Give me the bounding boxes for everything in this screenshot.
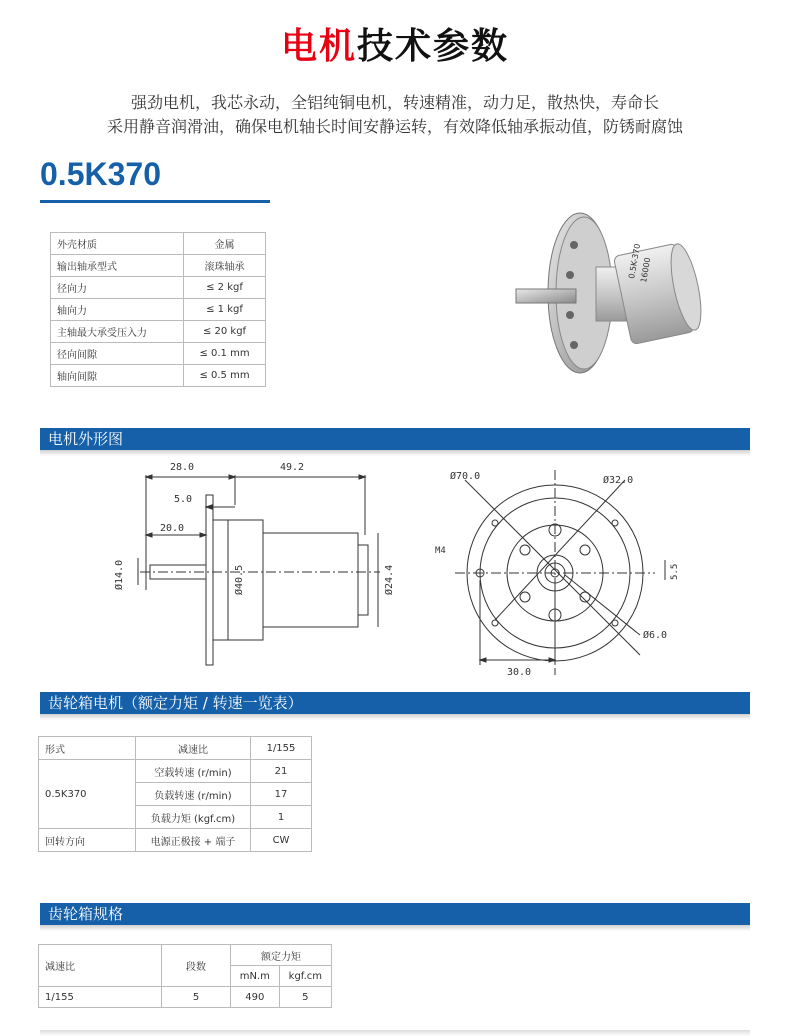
gb-unit-kgf: kgf.cm bbox=[279, 966, 331, 987]
row-value: 21 bbox=[251, 760, 312, 783]
table-row bbox=[39, 829, 312, 852]
gb-torque-mn: 490 bbox=[231, 987, 280, 1008]
motor-label-1: 0.5K-370 bbox=[627, 243, 643, 280]
section-shadow bbox=[40, 714, 750, 720]
table-row bbox=[51, 233, 266, 255]
section-header-outline: 电机外形图 bbox=[40, 428, 750, 450]
spec-value: ≤ 2 kgf bbox=[184, 277, 266, 299]
section-header-gearbox: 齿轮箱规格 bbox=[40, 903, 750, 925]
ratio-label: 减速比 bbox=[136, 737, 251, 760]
intro-line-2: 采用静音润滑油，确保电机轴长时间安静运转，有效降低轴承振动值，防锈耐腐蚀 bbox=[106, 117, 683, 136]
motor-product-image bbox=[500, 205, 710, 385]
table-row bbox=[51, 299, 266, 321]
gear-motor-table bbox=[38, 736, 312, 852]
gb-torque-kgf: 5 bbox=[279, 987, 331, 1008]
bottom-shadow bbox=[40, 1030, 750, 1036]
spec-value: ≤ 0.5 mm bbox=[184, 365, 266, 387]
table-row bbox=[51, 277, 266, 299]
dim-49: 49.2 bbox=[280, 462, 305, 473]
spec-value: 滚珠轴承 bbox=[184, 255, 266, 277]
table-row bbox=[51, 321, 266, 343]
title-highlight: 电机 bbox=[280, 26, 357, 67]
dim-5: 5.0 bbox=[174, 494, 193, 505]
gb-ratio-label: 减速比 bbox=[39, 945, 162, 987]
intro-line-1: 强劲电机，我芯永动，全铝纯铜电机，转速精准，动力足，散热快，寿命长 bbox=[130, 93, 659, 112]
page-title bbox=[0, 18, 790, 69]
model-cell: 0.5K370 bbox=[39, 760, 136, 829]
model-title: 0.5K370 bbox=[40, 156, 161, 192]
gb-stages-label: 段数 bbox=[162, 945, 231, 987]
dia-32: Ø32.0 bbox=[603, 475, 634, 486]
form-label: 形式 bbox=[39, 737, 136, 760]
spec-label: 径向间隙 bbox=[51, 343, 184, 365]
gb-unit-mn: mN.m bbox=[231, 966, 280, 987]
spec-label: 轴向间隙 bbox=[51, 365, 184, 387]
gb-stages: 5 bbox=[162, 987, 231, 1008]
model-underline bbox=[40, 200, 270, 203]
dia-40: Ø40.5 bbox=[234, 564, 245, 595]
motor-label-2: 16000 bbox=[639, 256, 653, 284]
spec-table bbox=[50, 232, 266, 387]
dim-5-5: 5.5 bbox=[670, 563, 680, 580]
table-row bbox=[39, 945, 332, 966]
gearbox-table bbox=[38, 944, 332, 1008]
section-shadow bbox=[40, 925, 750, 931]
dia-14: Ø14.0 bbox=[114, 559, 125, 590]
dia-6: Ø6.0 bbox=[643, 630, 668, 641]
spec-value: ≤ 20 kgf bbox=[184, 321, 266, 343]
spec-label: 外壳材质 bbox=[51, 233, 184, 255]
side-view-drawing bbox=[110, 455, 410, 680]
table-row bbox=[51, 343, 266, 365]
row-label: 空载转速 (r/min) bbox=[136, 760, 251, 783]
gb-torque-label: 额定力矩 bbox=[231, 945, 332, 966]
section-header-gear-motor: 齿轮箱电机（额定力矩 / 转速一览表） bbox=[40, 692, 750, 714]
table-row bbox=[51, 365, 266, 387]
spec-label: 径向力 bbox=[51, 277, 184, 299]
spec-value: ≤ 1 kgf bbox=[184, 299, 266, 321]
rotation-label: 回转方向 bbox=[39, 829, 136, 852]
row-label: 负载力矩 (kgf.cm) bbox=[136, 806, 251, 829]
table-row bbox=[51, 255, 266, 277]
rotation-cond: 电源正极接 + 端子 bbox=[136, 829, 251, 852]
front-view-drawing bbox=[425, 455, 685, 680]
spec-label: 轴向力 bbox=[51, 299, 184, 321]
row-value: 17 bbox=[251, 783, 312, 806]
dim-28: 28.0 bbox=[170, 462, 195, 473]
table-row bbox=[39, 987, 332, 1008]
rotation-value: CW bbox=[251, 829, 312, 852]
ratio-value: 1/155 bbox=[251, 737, 312, 760]
row-value: 1 bbox=[251, 806, 312, 829]
gb-ratio: 1/155 bbox=[39, 987, 162, 1008]
dim-20: 20.0 bbox=[160, 523, 185, 534]
title-rest: 技术参数 bbox=[357, 26, 510, 67]
table-row bbox=[39, 737, 312, 760]
m4-label: M4 bbox=[435, 546, 446, 556]
spec-value: 金属 bbox=[184, 233, 266, 255]
spec-label: 输出轴承型式 bbox=[51, 255, 184, 277]
row-label: 负载转速 (r/min) bbox=[136, 783, 251, 806]
spec-label: 主轴最大承受压入力 bbox=[51, 321, 184, 343]
dia-24: Ø24.4 bbox=[384, 564, 395, 595]
dim-30: 30.0 bbox=[507, 667, 532, 678]
spec-value: ≤ 0.1 mm bbox=[184, 343, 266, 365]
dia-70: Ø70.0 bbox=[450, 471, 481, 482]
table-row bbox=[39, 760, 312, 783]
